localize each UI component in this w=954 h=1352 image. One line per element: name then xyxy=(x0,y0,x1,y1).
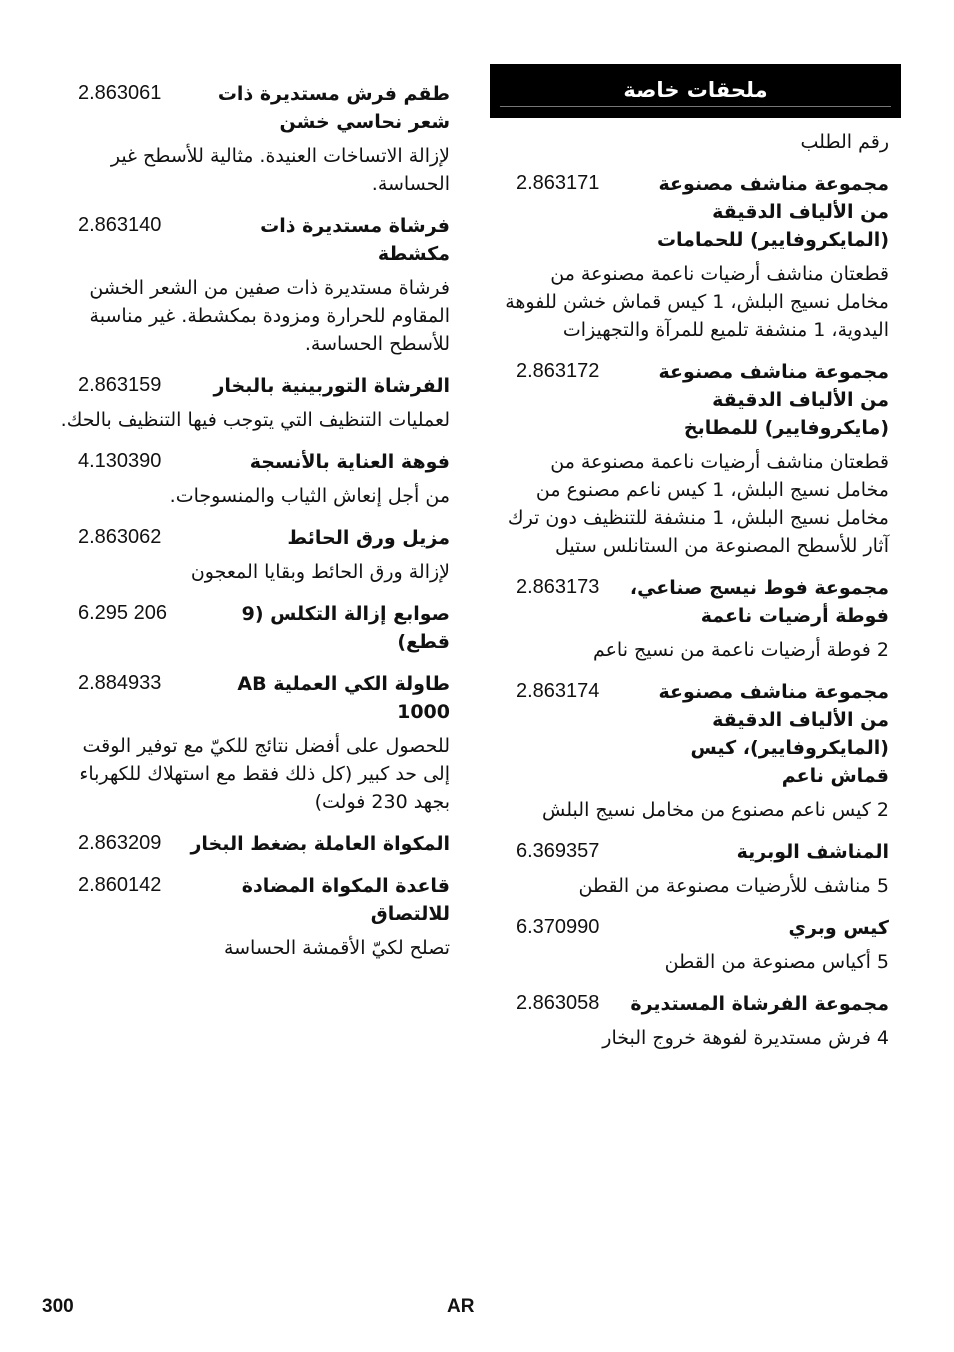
order-number: 2.863062 xyxy=(78,526,162,548)
accessory-description: قطعتان مناشف أرضيات ناعمة مصنوعة من مخامل نسيج البلش، 1 كيس قماش خشن للفوهة اليدوية، 1 منشفة تلميع للمرآة والتجهيزات xyxy=(505,263,889,341)
accessory-description: 2 فوطة أرضيات ناعمة من نسيج ناعم xyxy=(592,639,889,661)
order-number: 2.863140 xyxy=(78,214,162,236)
section-title: ملحقات خاصة xyxy=(623,78,768,102)
accessory-item-header xyxy=(496,990,889,1018)
page-number: 300 xyxy=(42,1296,74,1317)
accessory-item-header xyxy=(58,212,450,268)
order-number: 2.863058 xyxy=(516,992,600,1014)
accessory-description: 2 كيس ناعم مصنوع من مخامل نسيج البلش xyxy=(542,799,889,821)
order-number: 2.863173 xyxy=(516,576,600,598)
order-number: 2.863172 xyxy=(516,360,600,382)
accessory-item-header xyxy=(496,838,889,866)
order-number: 2.863171 xyxy=(516,172,600,194)
accessory-item-header xyxy=(58,600,450,656)
accessory-name: كيس وبري xyxy=(788,917,889,939)
accessory-name: فوهة العناية بالأنسجة xyxy=(249,451,450,473)
accessory-item-header xyxy=(58,670,450,726)
accessory-name: مجموعة مناشف مصنوعة من الألياف الدقيقة (المايكروفايير) للحمامات xyxy=(656,173,889,251)
accessory-item xyxy=(58,80,450,198)
accessory-item-header xyxy=(496,914,889,942)
accessory-description: تصلح لكيّ الأقمشة الحساسة xyxy=(223,937,450,959)
order-number: 2.863061 xyxy=(78,82,162,104)
accessory-item xyxy=(58,830,450,858)
accessory-name: مجموعة الفرشاة المستديرة xyxy=(630,993,889,1015)
accessory-description: للحصول على أفضل نتائج للكيّ مع توفير الوقت إلى حد كبير (كل ذلك فقط مع استهلاك للكهرباء بجهد 230 فولت) xyxy=(79,735,450,813)
accessory-item-header xyxy=(58,830,450,858)
accessory-description: قطعتان مناشف أرضيات ناعمة مصنوعة من مخامل نسيج البلش، 1 كيس ناعم مصنوع من مخامل نسيج البلش، 1 منشفة للتنظيف دون ترك آثار للأسطح المصنوعة من الستانلس ستيل xyxy=(507,451,889,557)
left-item-list xyxy=(58,80,450,962)
accessory-item-header xyxy=(496,358,889,442)
left-column xyxy=(58,64,450,962)
header-rule xyxy=(500,106,891,107)
accessory-item xyxy=(58,600,450,656)
order-number: 6.295 206 xyxy=(78,602,167,624)
accessory-item xyxy=(58,212,450,358)
accessory-item xyxy=(58,872,450,962)
accessory-name: مزيل ورق الحائط xyxy=(287,527,450,549)
accessory-name: مجموعة فوط نيسج صناعي، فوطة أرضيات ناعمة xyxy=(629,577,889,627)
order-number: 6.369357 xyxy=(516,840,600,862)
accessory-name: المكواة العاملة بضغط البخار xyxy=(190,833,450,855)
accessory-item-header xyxy=(58,448,450,476)
order-number: 2.863174 xyxy=(516,680,600,702)
accessory-description: لإزالة الاتساخات العنيدة. مثالية للأسطح غير الحساسة. xyxy=(110,145,450,195)
accessory-item-header xyxy=(58,872,450,928)
accessory-item xyxy=(490,678,901,824)
accessory-item-header xyxy=(58,80,450,136)
order-number: 2.860142 xyxy=(78,874,162,896)
accessory-item xyxy=(58,670,450,816)
accessory-name: مجموعة مناشف مصنوعة من الألياف الدقيقة (مايكروفايير) للمطابخ xyxy=(658,361,889,439)
accessory-description: 5 مناشف للأرضيات مصنوعة من القطن xyxy=(578,875,889,897)
order-number: 2.884933 xyxy=(78,672,162,694)
accessory-name: فرشاة مستديرة ذات مكشطة xyxy=(260,215,450,265)
accessory-name: طقم فرش مستديرة ذات شعر نحاسي خشن xyxy=(217,83,450,133)
accessory-item xyxy=(490,914,901,976)
accessory-item xyxy=(58,372,450,434)
accessory-item xyxy=(490,170,901,344)
accessory-name: المناشف الوبرية xyxy=(736,841,889,863)
accessory-name: صوابع إزالة التكلس (9 قطع) xyxy=(241,603,450,653)
order-number: 2.863159 xyxy=(78,374,162,396)
accessory-item xyxy=(490,838,901,900)
accessory-item-header xyxy=(496,170,889,254)
accessory-item xyxy=(490,574,901,664)
accessory-item-header xyxy=(496,574,889,630)
accessory-description: 5 أكياس مصنوعة من القطن xyxy=(664,951,889,973)
accessory-item xyxy=(490,358,901,560)
accessory-item xyxy=(490,990,901,1052)
language-code: AR xyxy=(447,1296,475,1317)
accessory-description: لإزالة ورق الحائط وبقايا المعجون xyxy=(190,561,450,583)
accessory-name: مجموعة مناشف مصنوعة من الألياف الدقيقة (المايكروفايير)، كيس قماش ناعم xyxy=(658,681,889,787)
accessory-name: الفرشاة التوربينية بالبخار xyxy=(213,375,450,397)
right-item-list xyxy=(490,170,901,1052)
right-column xyxy=(490,64,901,1052)
accessory-name: طاولة الكي العملية AB 1000 xyxy=(237,673,450,723)
accessory-item-header xyxy=(58,524,450,552)
accessory-description: 4 فرش مستديرة لفوهة خروج البخار xyxy=(602,1027,889,1049)
accessory-description: لعمليات التنظيف التي يتوجب فيها التنظيف بالحك. xyxy=(60,409,450,431)
order-number: 2.863209 xyxy=(78,832,162,854)
accessory-item xyxy=(58,448,450,510)
accessory-description: فرشاة مستديرة ذات صفين من الشعر الخشن المقاوم للحرارة ومزودة بمكشطة. غير مناسبة للأسطح الحساسة. xyxy=(89,277,450,355)
accessory-name: قاعدة المكواة المضادة للالتصاق xyxy=(241,875,450,925)
order-number-label: رقم الطلب xyxy=(800,131,889,153)
accessory-item-header xyxy=(496,678,889,790)
accessory-description: من أجل إنعاش الثياب والمنسوجات. xyxy=(169,485,450,507)
order-number: 4.130390 xyxy=(78,450,162,472)
section-header xyxy=(490,64,901,118)
accessory-item xyxy=(58,524,450,586)
accessory-item-header xyxy=(58,372,450,400)
order-number: 6.370990 xyxy=(516,916,600,938)
